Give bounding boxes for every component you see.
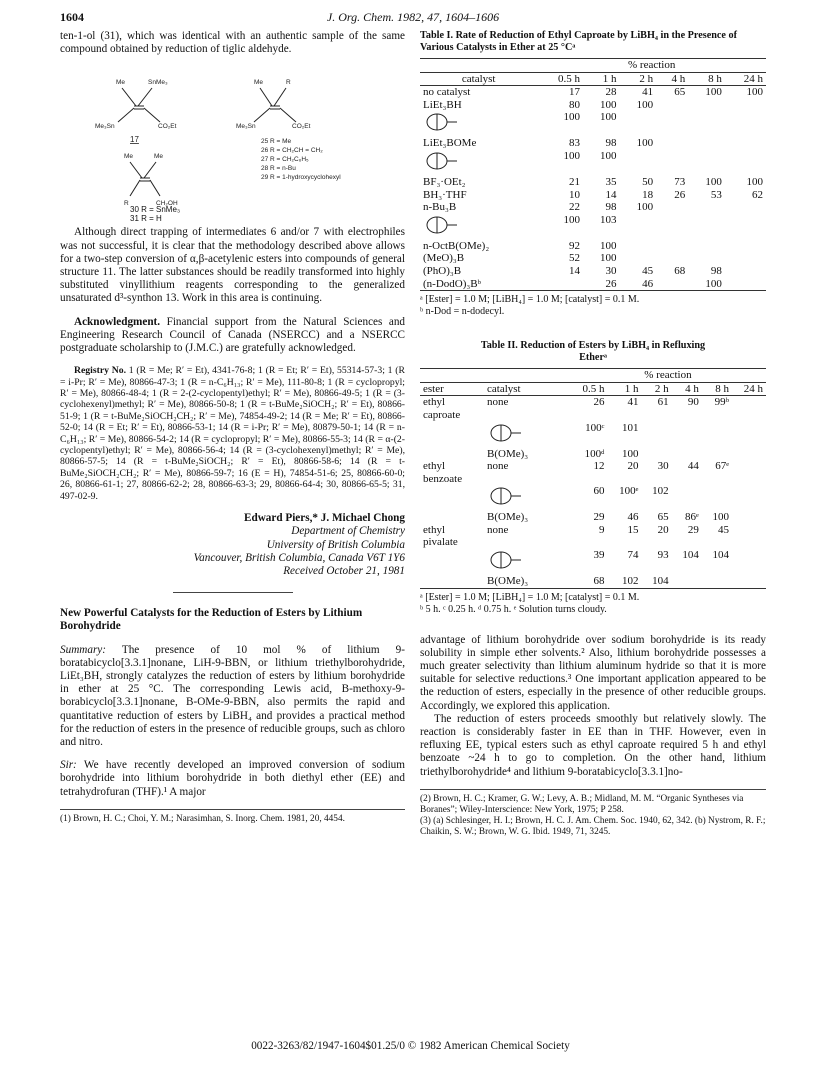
registry-label: Registry No. xyxy=(74,365,127,377)
table1-cell xyxy=(725,150,766,176)
s17-label-3: CO₂Et xyxy=(158,123,177,131)
table1-cell xyxy=(725,252,766,265)
table1-header: 2 h xyxy=(620,72,657,86)
table1-cell xyxy=(688,201,725,214)
table1-catalyst-cell xyxy=(420,137,537,150)
table2-cell xyxy=(732,448,766,461)
table1-cell: 100 xyxy=(705,175,722,188)
table1-cell: 83 xyxy=(568,137,580,150)
table1-cell xyxy=(725,265,766,278)
table1-cell xyxy=(620,111,657,137)
sir-label: Sir: xyxy=(60,759,77,772)
table2-cell: 86ᵉ xyxy=(685,511,699,524)
table1-cell xyxy=(656,252,688,265)
table2-header: ester xyxy=(420,382,484,396)
table2-row xyxy=(420,485,766,511)
table1-caption: Table I. Rate of Reduction of Ethyl Caproate by LiBH₄ in the Presence of Various Catalysts in Ether at 25 °Cᵃ xyxy=(420,30,737,53)
table1-cell xyxy=(725,214,766,240)
table2-row xyxy=(420,549,766,575)
r-list-30-31 xyxy=(130,205,180,223)
table2-cell: 65 xyxy=(657,511,669,524)
table1-cell xyxy=(656,99,688,112)
table1-cell: 100 xyxy=(746,86,763,99)
running-header xyxy=(60,10,766,26)
table1-cell: 100 xyxy=(563,111,580,124)
footnote-2: (2) Brown, H. C.; Kramer, G. W.; Levy, A. B.; Midland, M. M. “Organic Syntheses via Boranes”; Wiley-Interscience: New York, 1975; P 258. xyxy=(420,793,744,815)
table2 xyxy=(420,368,766,589)
r-list-1: 26 R = CH₂CH = CH₂ xyxy=(261,147,323,155)
structure-30 xyxy=(130,162,160,196)
table1-cell: 73 xyxy=(674,175,686,188)
table2-cell: 39 xyxy=(593,549,605,562)
table1-cell: 100 xyxy=(563,213,580,226)
left-column xyxy=(60,30,405,825)
table2-cell: 101 xyxy=(621,421,639,434)
table1-cell: 98 xyxy=(605,201,617,214)
b-ome-9-bbn-icon xyxy=(487,422,545,444)
table1 xyxy=(420,58,766,291)
table2-cell xyxy=(732,549,766,575)
table2-cell: 74 xyxy=(627,549,639,562)
table1-cell: 100 xyxy=(600,252,617,265)
table1-catalyst-cell xyxy=(420,150,537,176)
table1-catalyst: (PhO)₃B xyxy=(423,264,462,277)
authors: Edward Piers,* J. Michael Chong xyxy=(244,512,405,525)
table2-cell xyxy=(672,485,702,511)
table1-cell: 100 xyxy=(600,98,617,111)
table1-cell xyxy=(688,240,725,253)
table1-catalyst-cell xyxy=(420,214,537,240)
table2-cell xyxy=(641,422,671,448)
table1-cell xyxy=(656,214,688,240)
table1-cell: 100 xyxy=(746,175,763,188)
table2-cell xyxy=(702,575,732,588)
table1-catalyst-cell xyxy=(420,252,537,265)
table1-cell: 100 xyxy=(563,149,580,162)
table2-cell xyxy=(672,422,702,448)
table2-cell: 100 xyxy=(621,447,639,460)
footnotes-right xyxy=(420,789,766,838)
sir-paragraph xyxy=(60,759,405,799)
table2-group-header: % reaction xyxy=(570,369,766,383)
structure-25 xyxy=(254,88,296,122)
table1-cell: 50 xyxy=(642,175,654,188)
table1-cell: 100 xyxy=(600,111,617,124)
table1-cell xyxy=(688,214,725,240)
table2-cell: 44 xyxy=(687,460,699,473)
table2-ester-cell: ethyl caproate xyxy=(423,396,461,421)
table2-cell: 30 xyxy=(657,460,669,473)
table1-cell: 22 xyxy=(568,201,580,214)
table1-cell: 28 xyxy=(605,86,617,99)
table1-catalyst: LiEt₃BOMe xyxy=(423,137,477,150)
acknowledgment xyxy=(60,316,405,356)
table1-cell xyxy=(620,150,657,176)
table2-row xyxy=(420,524,766,549)
s25-label-2: Me₃Sn xyxy=(236,123,256,131)
table2-ester-cell: ethyl benzoate xyxy=(423,460,463,485)
paragraph-continued: ten-1-ol (31), which was identical with an authentic sample of the same compound obtained by reduction of tiglic aldehyde. xyxy=(60,30,405,56)
table1-catalyst: LiEt₃BH xyxy=(423,98,462,111)
table2-cell xyxy=(702,485,732,511)
table1-note-b: ᵇ n-Dod = n-dodecyl. xyxy=(420,306,505,318)
table1-note-a: ᵃ [Ester] = 1.0 M; [LiBH₄] = 1.0 M; [catalyst] = 0.1 M. xyxy=(420,294,640,306)
table1-catalyst-cell xyxy=(420,176,537,189)
table2-cell xyxy=(672,448,702,461)
received-date: Received October 21, 1981 xyxy=(283,564,405,577)
table2-cell: 9 xyxy=(598,523,605,536)
table1-cell xyxy=(537,278,583,291)
table1-cell xyxy=(656,137,688,150)
table2-header: 8 h xyxy=(702,382,732,396)
affiliation-2: Vancouver, British Columbia, Canada V6T 1Y6 xyxy=(193,551,405,564)
table2-cell: 67ᵉ xyxy=(715,460,730,473)
table2-row xyxy=(420,448,766,461)
table1-catalyst: BH₃·THF xyxy=(423,188,467,201)
table2-ester-cell xyxy=(420,549,484,575)
table1-cell: 10 xyxy=(568,188,580,201)
table2-cell: 15 xyxy=(627,523,639,536)
table1-cell: 26 xyxy=(605,277,617,290)
table1-row xyxy=(420,111,766,137)
summary-label: Summary: xyxy=(60,643,106,656)
b-ome-9-bbn-icon xyxy=(487,549,545,571)
table1-catalyst-cell xyxy=(420,111,537,137)
journal-citation: J. Org. Chem. 1982, 47, 1604–1606 xyxy=(326,10,500,24)
s30-label-0: Me xyxy=(124,153,134,161)
table2-cell: 100ᶜ xyxy=(585,421,605,434)
page-number: 1604 xyxy=(60,10,84,24)
table1-cell xyxy=(620,252,657,265)
table2-cell xyxy=(732,422,766,448)
table1-row xyxy=(420,86,766,99)
table2-catalyst-cell xyxy=(484,549,570,575)
table2-row xyxy=(420,396,766,422)
chemical-structures xyxy=(60,64,405,224)
table2-cell: 104 xyxy=(652,575,669,588)
table2-cell: 104 xyxy=(682,549,699,562)
table2-cell: 102 xyxy=(652,485,669,498)
table2-cell: 29 xyxy=(593,511,605,524)
table2-cell: 46 xyxy=(627,511,639,524)
table2-row xyxy=(420,422,766,448)
copyright-footer: 0022-3263/82/1947-1604$01.25/0 © 1982 American Chemical Society xyxy=(251,1040,570,1052)
table1-cell xyxy=(688,150,725,176)
table1-cell xyxy=(725,111,766,137)
table2-cell xyxy=(702,448,732,461)
table2-cell xyxy=(732,575,766,588)
right-column xyxy=(420,30,766,838)
affiliation-0: Department of Chemistry xyxy=(291,525,405,538)
table1-row xyxy=(420,150,766,176)
table2-row xyxy=(420,460,766,485)
table1-catalyst: n-Bu₃B xyxy=(423,201,457,214)
table2-ester-cell xyxy=(420,485,484,511)
s25-label-0: Me xyxy=(254,79,264,87)
table1-cell: 100 xyxy=(600,149,617,162)
table2-header: 0.5 h xyxy=(570,382,608,396)
table2-cell: 60 xyxy=(593,485,605,498)
table1-cell xyxy=(725,240,766,253)
table1-cell xyxy=(688,252,725,265)
table1-row xyxy=(420,189,766,202)
table2-cell xyxy=(702,422,732,448)
table2-catalyst-cell: none xyxy=(487,396,509,409)
table2-caption: Table II. Reduction of Esters by LiBH₄ in Refluxing Etherᵃ xyxy=(480,340,706,364)
table1-catalyst-cell xyxy=(420,240,537,253)
table2-cell xyxy=(732,396,766,422)
table2-cell: 20 xyxy=(627,460,639,473)
table2-cell xyxy=(732,485,766,511)
table2-body xyxy=(420,396,766,588)
r-list-3: 28 R = n-Bu xyxy=(261,165,296,173)
table1-cell xyxy=(656,201,688,214)
table2-ester-cell xyxy=(420,422,484,448)
table1-cell: 62 xyxy=(752,188,763,201)
table1-cell: 18 xyxy=(642,188,654,201)
b-ome-9-bbn-icon xyxy=(423,214,481,236)
table1-row xyxy=(420,137,766,150)
table2-note-a: ᵃ [Ester] = 1.0 M; [LiBH₄] = 1.0 M; [catalyst] = 0.1 M. xyxy=(420,591,640,603)
table1-cell: 26 xyxy=(674,188,686,201)
table2-header: catalyst xyxy=(484,382,570,396)
footnote-1: (1) Brown, H. C.; Choi, Y. M.; Narasimhan, S. Inorg. Chem. 1981, 20, 4454. xyxy=(60,809,405,825)
table1-cell: 100 xyxy=(636,137,654,150)
table1-cell: 41 xyxy=(642,86,654,99)
body-paragraph-1: advantage of lithium borohydride over sodium borohydride is its ready solubility in simple ether solvents.² Also, lithium borohydride possesses a much greater selectivity than lithium aluminum hydride so that it is more suitable for selective reductions.³ One important application appeared to be the reduction of esters, especially in the presence of other reducible groups. Accordingly, we explored this application. xyxy=(420,633,766,712)
footnote-3: (3) (a) Schlesinger, H. I.; Brown, H. C. J. Am. Chem. Soc. 1940, 62, 342. (b) Nystrom, R. F.; Chaikin, S. W.; Brown, W. G. Ibid. 1949, 71, 3245. xyxy=(420,815,766,837)
table2-catalyst-cell: none xyxy=(487,523,509,536)
table1-cell: 100 xyxy=(600,239,617,252)
table1-catalyst-cell xyxy=(420,189,537,202)
table1-cell: 14 xyxy=(605,188,617,201)
table1-catalyst: (n-DodO)₃Bᵇ xyxy=(423,277,481,290)
table2-cell: 68 xyxy=(593,575,605,588)
table1-catalyst: (MeO)₃B xyxy=(423,252,465,265)
r-list-0: 25 R = Me xyxy=(261,138,292,146)
table1-catalyst-cell xyxy=(420,99,537,112)
b-ome-9-bbn-icon xyxy=(487,485,545,507)
table2-header: 2 h xyxy=(641,382,671,396)
table2-cell: 26 xyxy=(593,396,605,409)
table1-cell: 46 xyxy=(642,277,654,290)
table1-cell: 92 xyxy=(568,239,580,252)
affiliation-1: University of British Columbia xyxy=(266,538,405,551)
table1-cell xyxy=(620,240,657,253)
table1-catalyst-cell xyxy=(420,86,537,99)
table2-cell: 99ᵇ xyxy=(714,396,730,409)
table2-header: 4 h xyxy=(672,382,702,396)
s17-label-1: SnMe₃ xyxy=(148,79,168,87)
s17-label-0: Me xyxy=(116,79,126,87)
table1-cell: 80 xyxy=(568,98,580,111)
table1-row xyxy=(420,240,766,253)
table1-cell: 100 xyxy=(636,98,654,111)
ack-label: Acknowledgment. xyxy=(74,315,161,328)
table2-cell: 12 xyxy=(593,460,605,473)
table2-ester-cell: ethyl pivalate xyxy=(423,523,458,549)
table1-cell: 45 xyxy=(642,264,654,277)
table2-header: 24 h xyxy=(732,382,766,396)
table1-cell: 100 xyxy=(705,86,722,99)
table2-cell xyxy=(732,460,766,485)
table1-cell xyxy=(656,240,688,253)
table2-catalyst-cell: B(OMe)₃ xyxy=(487,575,529,588)
table1-cell xyxy=(688,99,725,112)
article-title: New Powerful Catalysts for the Reduction of Esters by Lithium Borohydride xyxy=(60,607,363,633)
table1-cell: 35 xyxy=(605,175,617,188)
body-paragraph-2: The reduction of esters proceeds smoothly but relatively slowly. The reaction is considerably faster in EE than in THF. However, even in refluxing EE, typical esters such as ethyl caproate required 5 h and ethyl benzoate ~24 h to go to completion. On the other hand, lithium triethylborohydride⁴ and lithium 9-boratabicyclo[3.3.1]no- xyxy=(420,712,766,778)
article-separator xyxy=(173,592,293,593)
table2-cell xyxy=(732,524,766,549)
registry-numbers xyxy=(60,365,405,502)
table1-header: 0.5 h xyxy=(537,72,583,86)
table1-row xyxy=(420,99,766,112)
table1-header: catalyst xyxy=(420,72,537,86)
ack-text: Financial support from the Natural Sciences and Engineering Research Council of Canada (NSERCC) and a NSERCC postgraduate scholarship to (J.M.C.) are gratefully acknowledged. xyxy=(60,315,406,355)
r-list2-1: 31 R = H xyxy=(130,214,162,224)
table2-ester-cell xyxy=(420,511,484,524)
bbn-hydride-icon xyxy=(423,111,481,133)
author-block xyxy=(60,512,405,578)
table1-row xyxy=(420,252,766,265)
table1-row xyxy=(420,176,766,189)
s17-number: 17 xyxy=(130,135,139,145)
summary-text: The presence of 10 mol % of lithium 9-boratabicyclo[3.3.1]nonane, LiH-9-BBN, or lithium triethylborohydride, LiEt₃BH, strongly catalyzes the reduction of esters by lithium borohydride in ether at 25 °C. The corresponding Lewis acid, B-methoxy-9-borabicyclo[3.3.1]nonane, B-OMe-9-BBN, also permits the rapid and quantitative reduction of esters by LiBH₄ and provides a practical method for the reduction of esters in the presence of reducible groups, such as chloro and nitro. xyxy=(60,643,405,748)
structure-17 xyxy=(118,88,160,122)
table1-cell: 52 xyxy=(568,252,580,265)
s30-label-1: Me xyxy=(154,153,164,161)
table1-cell: 98 xyxy=(710,264,722,277)
table1-catalyst: no catalyst xyxy=(423,86,471,99)
table1-cell: 65 xyxy=(674,86,686,99)
table2-cell: 45 xyxy=(718,523,730,536)
table1-cell: 103 xyxy=(600,213,617,226)
table2-row xyxy=(420,575,766,588)
table1-cell xyxy=(656,150,688,176)
r-list-4: 29 R = 1-hydroxycyclohexyl xyxy=(261,174,341,182)
table2-cell: 20 xyxy=(657,523,669,536)
s30-label-3: CH₂OH xyxy=(156,200,178,208)
table1-catalyst: BF₃·OEt₂ xyxy=(423,175,466,188)
s25-label-3: CO₂Et xyxy=(292,123,311,131)
table1-cell xyxy=(725,99,766,112)
table2-cell: 61 xyxy=(657,396,669,409)
table1-cell: 14 xyxy=(568,264,580,277)
table1-cell xyxy=(620,214,657,240)
table2-cell: 100ᵉ xyxy=(619,485,639,498)
table1-row xyxy=(420,201,766,214)
table1-catalyst-cell xyxy=(420,265,537,278)
r-list-2: 27 R = CH₂C₆H₅ xyxy=(261,156,309,164)
table1-cell: 100 xyxy=(705,277,722,290)
table1-cell xyxy=(688,111,725,137)
table1-cell: 21 xyxy=(568,175,580,188)
table1-catalyst-cell xyxy=(420,278,537,291)
table2-catalyst-cell: none xyxy=(487,460,509,473)
summary xyxy=(60,644,405,750)
table1-body xyxy=(420,86,766,291)
table2-cell: 104 xyxy=(712,549,730,562)
table1-header: 4 h xyxy=(656,72,688,86)
table1-cell xyxy=(656,278,688,291)
table2-cell: 29 xyxy=(687,523,699,536)
table2-cell xyxy=(641,448,671,461)
table1-catalyst-cell xyxy=(420,201,537,214)
table2-catalyst-cell xyxy=(484,485,570,511)
table1-row xyxy=(420,278,766,291)
table1-header: 1 h xyxy=(583,72,620,86)
table1-cell xyxy=(725,201,766,214)
table1-cell xyxy=(725,278,766,291)
table2-cell: 93 xyxy=(657,549,669,562)
table1-cell xyxy=(725,137,766,150)
table2-cell xyxy=(672,575,702,588)
table1-cell: 30 xyxy=(605,264,617,277)
table1-catalyst: n-OctB(OMe)₂ xyxy=(423,239,490,252)
table1-cell: 53 xyxy=(710,188,722,201)
s17-label-2: Me₃Sn xyxy=(95,123,115,131)
r-list2-0: 30 R = SnMe₃ xyxy=(130,205,181,215)
table2-cell xyxy=(732,511,766,524)
sir-text: We have recently developed an improved conversion of sodium borohydride into lithium borohydride in both diethyl ether (EE) and tetrahydrofuran (THF).¹ A major xyxy=(60,759,405,798)
table2-ester-cell xyxy=(420,575,484,588)
table1-cell: 98 xyxy=(605,137,617,150)
bbn-dimethoxy-icon xyxy=(423,150,481,172)
table1-cell: 68 xyxy=(674,264,686,277)
table1-cell xyxy=(656,111,688,137)
table1-group-header: % reaction xyxy=(537,59,766,73)
table2-note-b: ᵇ 5 h. ᶜ 0.25 h. ᵈ 0.75 h. ᵉ Solution turns cloudy. xyxy=(420,603,607,615)
table1-cell: 17 xyxy=(568,86,580,99)
table2-cell: 100 xyxy=(712,511,730,524)
registry-text: 1 (R = Me; R′ = Et), 4341-76-8; 1 (R = Et; R′ = Et), 55314-57-3; 1 (R = i-Pr; R′ = Me), 80866-47-3; 1 (R = n-C₆H₁₃; R′ = Me), 111-80-8; 1 (R = cyclopropyl; R′ = Me), 80866-48-4; 1 (R = 2-(2-cyclopentyl)ethyl; R′ = Me), 80866-49-5; 1 (R = (3-cyclohexenyl)methyl; R′ = Me), 80866-50-8; 1 (R = t-BuMe₂SiOCH₂; R′ = Et), 80866-51-9; 1 (R = t-BuMe₂SiOCH₂CH₂; R′ = Me), 74854-49-2; 14 (R = Me; R′ = Et), 80866-52-0; 14 (R = Et; R′ = Et), 80866-53-1; 14 (R = i-Pr; R′ = Me), 80879-50-1; 14 (R = n-C₆H₁₃; R′ = Me), 80866-54-2; 14 (R = cyclopropyl; R′ = Me), 80866-55-3; 14 (R = α-(2-cyclopentyl)ethyl; R′ = Me), 80866-56-4; 14 (R = (3-cyclohexenyl)methyl; R′ = Me), 80866-57-5; 14 (R = t-BuMe₂SiOCH₂; R′ = Et), 80866-58-6; 14 (R = t-BuMe₂SiOCH₂CH₂; R′ = Me), 80866-59-7; 16 (E = H), 74854-51-6; 25, 80866-60-0; 26, 80866-61-1; 27, 80866-62-2; 28, 80866-63-3; 29, 80866-64-4; 30, 80866-65-5; 31, 497-02-9. xyxy=(60,365,405,502)
table2-row xyxy=(420,511,766,524)
table2-cell: 41 xyxy=(627,396,639,409)
table1-header: 24 h xyxy=(725,72,766,86)
table2-header: 1 h xyxy=(607,382,641,396)
table2-ester-cell xyxy=(420,448,484,461)
table2-cell: 90 xyxy=(687,396,699,409)
s30-label-2: R xyxy=(124,200,129,208)
structure-drawing xyxy=(60,64,405,214)
table1-row xyxy=(420,214,766,240)
table2-catalyst-cell: B(OMe)₃ xyxy=(487,511,529,524)
table1-header: 8 h xyxy=(688,72,725,86)
paragraph-conclusion: Although direct trapping of intermediates 6 and/or 7 with electrophiles was not successful, it is clear that the methodology described above allows for a two-step conversion of α,β-acetylenic esters into compounds of general structure 11. The latter substances should be readily transformed into highly substituted vinyllithium reagents corresponding to the generalized unsaturated d³-synthon 13. Work in this area is continuing. xyxy=(60,226,405,305)
table2-cell: 100ᵈ xyxy=(584,447,605,460)
table1-row xyxy=(420,265,766,278)
table1-cell: 100 xyxy=(636,201,654,214)
s25-label-1: R xyxy=(286,79,291,87)
table1-cell xyxy=(688,137,725,150)
table2-catalyst-cell: B(OMe)₃ xyxy=(487,447,529,460)
table2-cell: 102 xyxy=(621,575,639,588)
table2-catalyst-cell xyxy=(484,422,570,448)
